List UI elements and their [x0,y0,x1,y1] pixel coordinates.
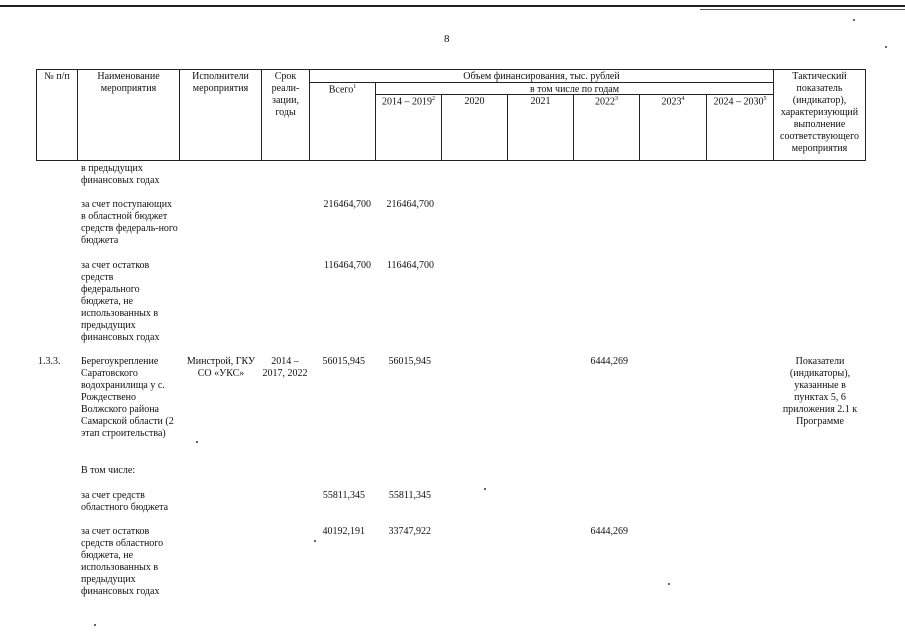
header-year-1: 2014 – 2019$^2$ [382,96,435,108]
row-6-name: за счет остатков средств областного бюджета, не использованных в предыдущих финансовых годах [81,526,164,597]
scan-speck [885,46,887,48]
header-num: № п/п [44,71,70,82]
row-3-name: Берегоукрепление Саратовского водохранилища у с. Рождествено Волжского района Самарской области (2 этап строительства) [81,356,174,439]
row-1-year-1: 216464,700 [386,199,434,210]
header-year-6: 2024 – 2030$^5$ [713,96,767,108]
row-4-name: В том числе: [81,465,136,476]
row-6-year-1: 33747,922 [388,526,431,537]
page-number: 8 [444,33,450,45]
row-6-year-4: 6444,269 [590,526,628,537]
row-1-name: за счет поступающих в областной бюджет средств федераль-ного бюджета [81,199,178,246]
row-3-year-4: 6444,269 [590,356,628,367]
header-total: Всего$^1$ [328,84,357,96]
page-top-border [0,5,905,7]
row-3-total: 56015,945 [322,356,365,367]
row-3-indicator: Показатели (индикаторы), указанные в пунктах 5, 6 приложения 2.1 к Программе [782,356,858,427]
row-2-total: 116464,700 [323,260,371,271]
header-year-2: 2020 [464,96,485,107]
header-funding: Объем финансирования, тыс. рублей [463,71,620,82]
scan-speck [484,488,486,490]
row-6-total: 40192,191 [322,526,365,537]
header-year-4: 2022$^3$ [595,96,618,108]
row-2-name: за счет остатков средств федерального бюджета, не использованных в предыдущих финансовых годах [81,260,160,343]
header-name: Наименование мероприятия [97,71,160,94]
row-3-term: 2014 – 2017, 2022 [262,356,308,379]
scan-speck [94,624,96,626]
header-executors: Исполнители мероприятия [192,71,249,94]
scan-speck [314,540,316,542]
scan-speck [668,583,670,585]
scan-speck [196,441,198,443]
row-2-year-1: 116464,700 [386,260,434,271]
header-year-5: 2023$^4$ [661,96,685,108]
col-line-12 [865,69,866,161]
header-bottom-line [36,160,866,161]
row-5-name: за счет средств областного бюджета [81,490,169,513]
header-term: Срок реали-зации, годы [271,71,300,118]
scan-speck [853,19,855,21]
header-top-line [36,69,866,70]
row-5-total: 55811,345 [322,490,365,501]
header-indicator: Тактический показатель (индикатор), характеризующий выполнение соответствующего мероприятия [780,71,859,154]
row-3-number: 1.3.3. [38,356,61,367]
row-5-year-1: 55811,345 [388,490,431,501]
row-3-year-1: 56015,945 [388,356,431,367]
header-year-3: 2021 [530,96,551,107]
page-top-border-secondary [700,9,905,10]
row-0-name: в предыдущих финансовых годах [81,163,160,186]
row-3-executors: Минстрой, ГКУ СО «УКС» [186,356,256,379]
row-1-total: 216464,700 [323,199,371,210]
header-by-year: в том числе по годам [529,84,620,95]
